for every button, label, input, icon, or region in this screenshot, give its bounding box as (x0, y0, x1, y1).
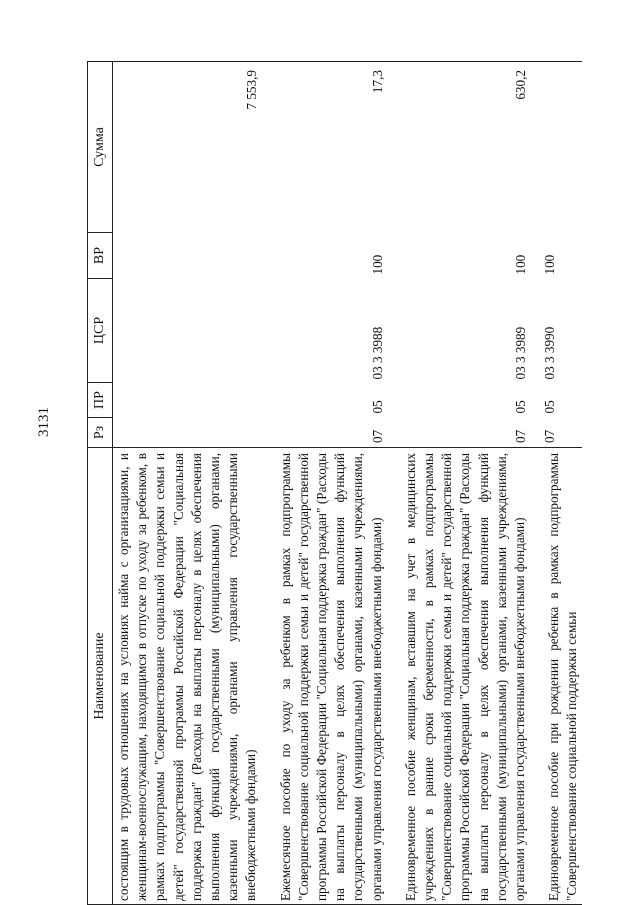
row-pr (113, 383, 270, 418)
table-row (270, 62, 395, 905)
header-csr: ЦСР (88, 279, 113, 383)
header-vr: ВР (88, 233, 113, 279)
row-vr: 100 (513, 254, 529, 275)
row-name: состоящим в трудовых отношениях на условиях найма с организациями, и женщинам-военнослужащим, находящимся в отпуске по уходу за ребенком, в рамках подпрограммы "Совершенствование социальной поддержки семьи и детей" государственной программы Российской Федерации "Социальная поддержка граждан" (Расходы на выплаты персоналу в целях обеспечения выполнения функций государственными (муниципальными) органами, казенными учреждениями, органами управления государственными внебюджетными фондами) (113, 448, 270, 905)
row-csr: 03 3 3988 (369, 326, 385, 380)
row-sum: 17,3 (270, 62, 395, 233)
rotated-page (87, 62, 578, 905)
header-name: Наименование (88, 448, 113, 905)
row-name: Единовременное пособие при рождении ребенка в рамках подпрограммы "Совершенствование социальной поддержки семьи (538, 448, 581, 905)
row-csr: 03 3 3990 (542, 326, 558, 380)
header-pr: ПР (88, 383, 113, 418)
row-rz: 07 (542, 429, 558, 443)
table-row (395, 62, 538, 905)
row-name: Ежемесячное пособие по уходу за ребенком в рамках подпрограммы "Совершенствование социальной поддержки семьи и детей" государственной программы Российской Федерации "Социальная поддержка граждан" (Расходы на выплаты персоналу в целях обеспечения выполнения функций государственными (муниципальными) органами, казенными учреждениями, органами управления государственными внебюджетными фондами) (270, 448, 395, 905)
row-vr: 100 (369, 254, 385, 275)
row-pr: 05 (369, 400, 385, 414)
table-header-row (88, 62, 113, 905)
row-csr: 03 3 3989 (513, 326, 529, 380)
budget-table (87, 61, 582, 905)
row-pr: 05 (513, 400, 529, 414)
header-sum: Сумма (88, 62, 113, 233)
row-sum: 7 553,9 (113, 62, 270, 233)
table-row (113, 62, 270, 905)
row-csr (113, 279, 270, 383)
page-number: 3131 (36, 407, 52, 437)
row-vr: 100 (542, 254, 558, 275)
header-rz: Рз (88, 418, 113, 448)
row-sum (538, 62, 581, 233)
row-sum: 630,2 (395, 62, 538, 233)
table-row (538, 62, 581, 905)
row-name: Единовременное пособие женщинам, вставшим на учет в медицинских учреждениях в ранние сроки беременности, в рамках подпрограммы "Совершенствование социальной поддержки семьи и детей" государственной программы Российской Федерации "Социальная поддержка граждан" (Расходы на выплаты персоналу в целях обеспечения выполнения функций государственными (муниципальными) органами, казенными учреждениями, органами управления государственными внебюджетными фондами) (395, 448, 538, 905)
row-vr (113, 233, 270, 279)
row-pr: 05 (542, 400, 558, 414)
row-rz (113, 418, 270, 448)
row-rz: 07 (369, 429, 385, 443)
row-rz: 07 (513, 429, 529, 443)
